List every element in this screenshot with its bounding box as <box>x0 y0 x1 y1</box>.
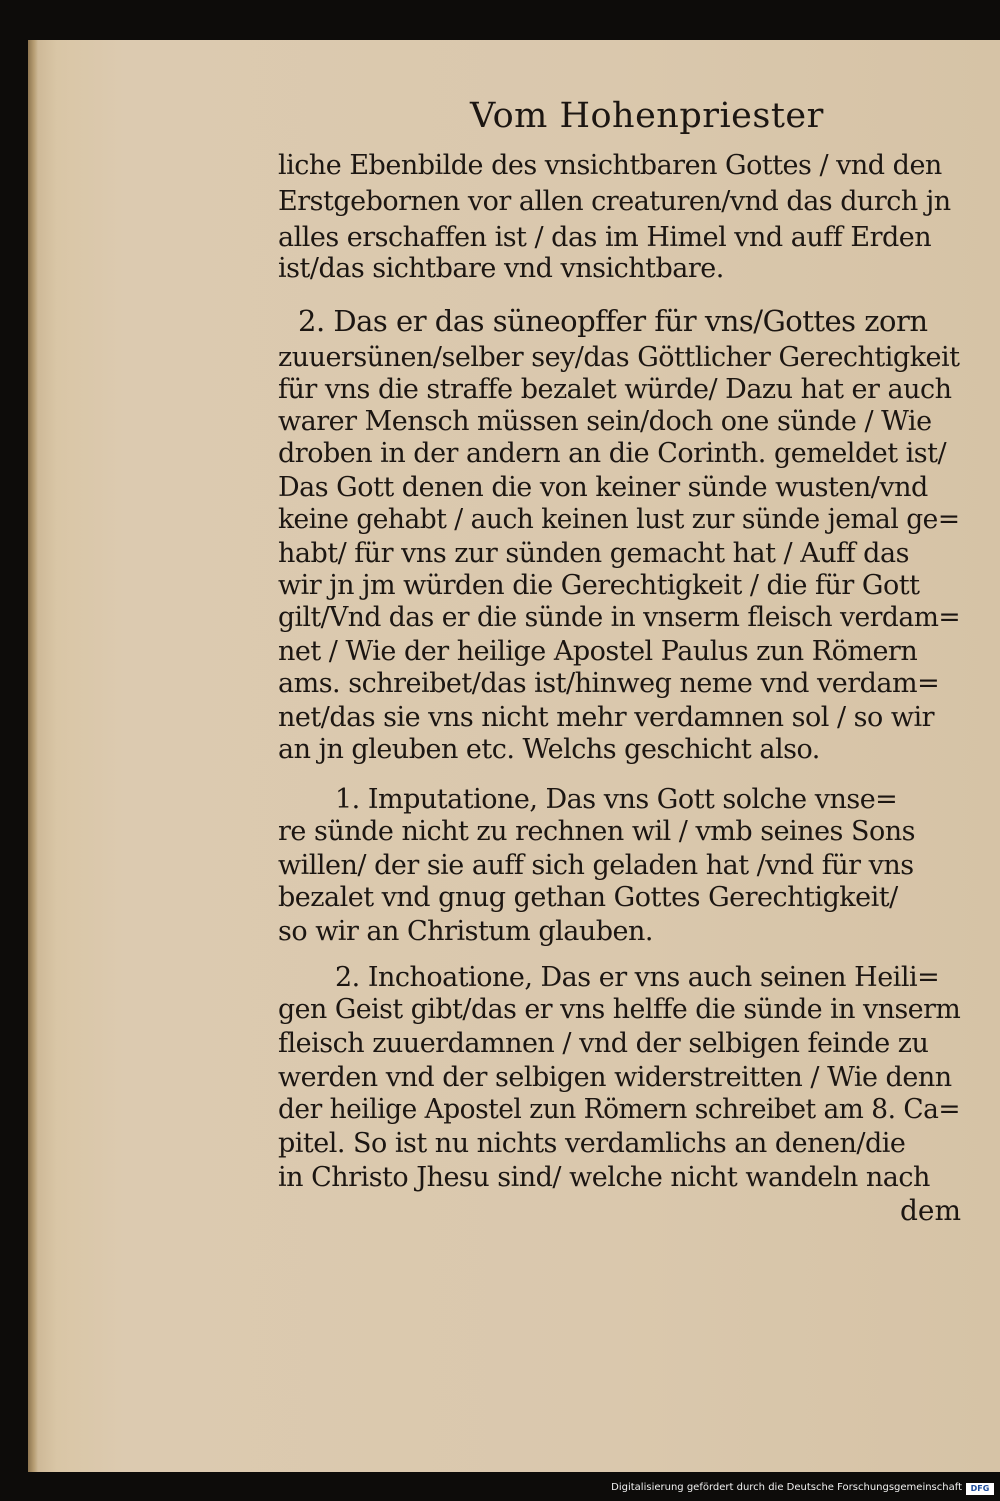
body-line-item-1: 1. Imputatione, Das vns Gott solche vnse= <box>335 784 898 815</box>
body-line: ist/das sichtbare vnd vnsichtbare. <box>278 253 724 284</box>
body-line: gen Geist gibt/das er vns helffe die sünde in vnserm <box>278 994 961 1025</box>
body-line: ams. schreibet/das ist/hinweg neme vnd verdam= <box>278 668 940 699</box>
body-line: liche Ebenbilde des vnsichtbaren Gottes / vnd den <box>278 150 942 181</box>
body-line: re sünde nicht zu rechnen wil / vmb seines Sons <box>278 816 915 847</box>
running-head: Vom Hohenpriester <box>470 96 824 136</box>
page-binding-edge <box>28 40 38 1472</box>
body-line: net / Wie der heilige Apostel Paulus zun Römern <box>278 636 918 667</box>
body-line-item-2: 2. Inchoatione, Das er vns auch seinen Heili= <box>335 962 940 993</box>
catchword: dem <box>900 1194 962 1227</box>
body-line: an jn gleuben etc. Welchs geschicht also. <box>278 734 820 765</box>
body-line: pitel. So ist nu nichts verdamlichs an denen/die <box>278 1128 906 1159</box>
body-line: bezalet vnd gnug gethan Gottes Gerechtigkeit/ <box>278 882 898 913</box>
body-line: wir jn jm würden die Gerechtigkeit / die für Gott <box>278 570 920 601</box>
body-line: gilt/Vnd das er die sünde in vnserm fleisch verdam= <box>278 602 961 633</box>
body-line: net/das sie vns nicht mehr verdamnen sol / so wir <box>278 702 935 733</box>
body-line: fleisch zuuerdamnen / vnd der selbigen feinde zu <box>278 1028 929 1059</box>
body-line: zuuersünen/selber sey/das Göttlicher Gerechtigkeit <box>278 342 960 373</box>
body-line: für vns die straffe bezalet würde/ Dazu hat er auch <box>278 374 952 405</box>
body-line: habt/ für vns zur sünden gemacht hat / Auff das <box>278 538 909 569</box>
body-line: keine gehabt / auch keinen lust zur sünde jemal ge= <box>278 504 960 535</box>
body-line-section-2: 2. Das er das süneopffer für vns/Gottes zorn <box>298 304 928 338</box>
body-line: so wir an Christum glauben. <box>278 916 654 947</box>
body-line: willen/ der sie auff sich geladen hat /vnd für vns <box>278 850 914 881</box>
body-line: alles erschaffen ist / das im Himel vnd auff Erden <box>278 222 932 253</box>
body-line: der heilige Apostel zun Römern schreibet am 8. Ca= <box>278 1094 961 1125</box>
body-line: droben in der andern an die Corinth. gemeldet ist/ <box>278 438 947 469</box>
body-line: Das Gott denen die von keiner sünde wusten/vnd <box>278 472 928 503</box>
body-line: werden vnd der selbigen widerstreitten / Wie denn <box>278 1062 952 1093</box>
funding-footer: Digitalisierung gefördert durch die Deutsche Forschungsgemeinschaft <box>611 1482 962 1493</box>
dfg-logo: DFG <box>966 1483 994 1495</box>
body-line: warer Mensch müssen sein/doch one sünde / Wie <box>278 406 932 437</box>
body-line: in Christo Jhesu sind/ welche nicht wandeln nach <box>278 1162 930 1193</box>
body-line: Erstgebornen vor allen creaturen/vnd das durch jn <box>278 186 951 217</box>
